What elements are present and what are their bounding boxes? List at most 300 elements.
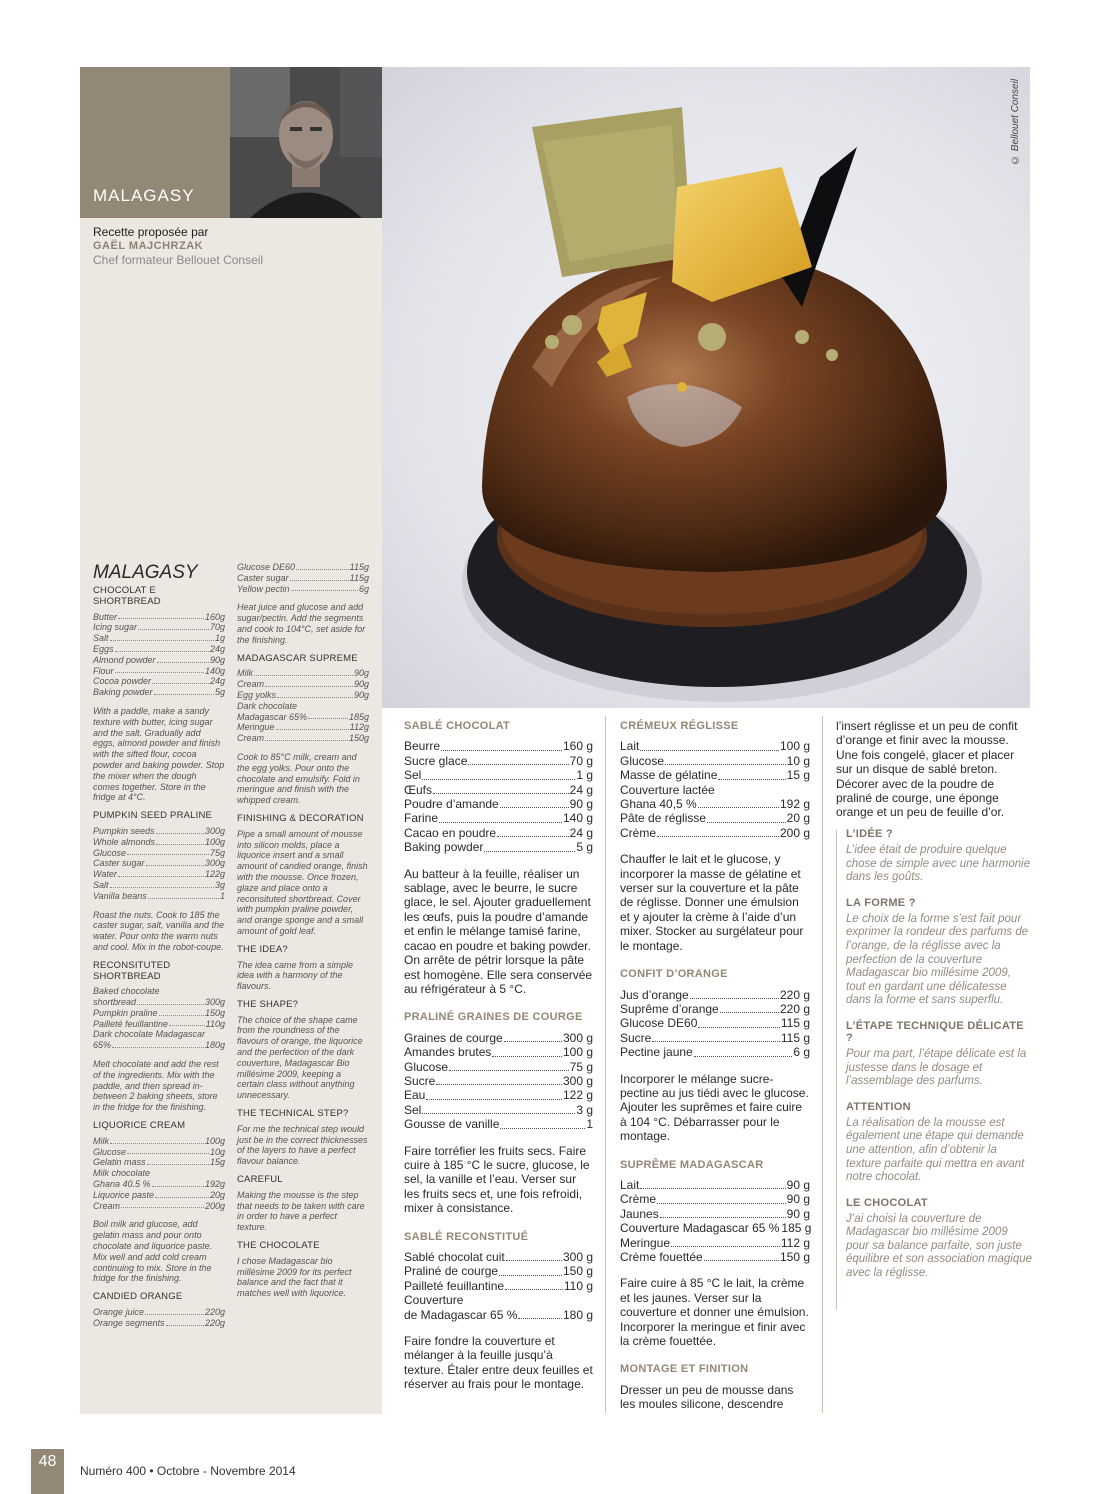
ingredient-quantity: 300g — [204, 858, 225, 869]
ingredient-row — [404, 1308, 593, 1322]
ingredient-name: Baking powder — [404, 840, 484, 855]
section-heading: RECONSITUTED SHORTBREAD — [93, 959, 171, 982]
dot-leader — [308, 712, 348, 720]
dot-leader — [665, 754, 786, 765]
ingredient-quantity: 300g — [204, 825, 225, 836]
ingredient-row — [93, 1190, 225, 1201]
dot-leader — [504, 1031, 562, 1042]
dot-leader — [704, 1250, 779, 1261]
ingredient-row — [404, 783, 593, 797]
ingredient-row — [237, 562, 369, 573]
section-heading: SUPRÊME MADAGASCAR — [620, 1158, 764, 1171]
ingredient-name: Salt — [93, 879, 109, 890]
ingredient-row — [93, 997, 225, 1008]
ingredient-line: Dark chocolate Madagascar — [93, 1029, 206, 1040]
ingredient-name: Sucre glace — [404, 753, 468, 768]
dot-leader — [127, 1147, 209, 1155]
ingredient-name: Orange juice — [93, 1307, 145, 1318]
section-heading: CAREFUL — [237, 1174, 283, 1186]
dot-leader — [296, 562, 349, 570]
ingredient-quantity: 24g — [209, 643, 225, 654]
ingredient-row — [620, 739, 810, 753]
section-heading: MONTAGE ET FINITION — [620, 1363, 749, 1376]
french-column-3 — [836, 719, 1026, 820]
ingredient-name: Baking powder — [93, 687, 153, 698]
ingredient-line: Dark chocolate — [237, 700, 298, 711]
ingredient-quantity: 300 g — [562, 1073, 593, 1088]
ingredient-name: Ghana 40,5 % — [620, 797, 697, 812]
ingredient-row — [93, 891, 225, 902]
sidebar-rule — [836, 830, 837, 1310]
section-heading: PUMPKIN SEED PRALINE — [93, 810, 213, 822]
sidebar-heading: LE CHOCOLAT — [846, 1196, 928, 1209]
ingredient-name: Crème fouettée — [620, 1250, 703, 1264]
ingredient-row — [93, 1307, 225, 1318]
ingredient-name: Icing sugar — [93, 622, 138, 633]
ingredient-row — [237, 679, 369, 690]
section-heading: THE CHOCOLATE — [237, 1240, 320, 1252]
ingredient-row — [620, 754, 810, 768]
ingredient-name: Praliné de courge — [404, 1264, 499, 1279]
dot-leader — [276, 722, 349, 730]
ingredient-quantity: 115g — [349, 572, 369, 583]
ingredient-name: Butter — [93, 611, 118, 622]
ingredient-name: Crème — [620, 1192, 657, 1207]
dot-leader — [505, 1279, 563, 1290]
dot-leader — [694, 1045, 793, 1056]
dot-leader — [152, 1179, 204, 1187]
ingredient-row — [404, 1103, 593, 1117]
instruction-text: Melt chocolate and add the rest of the ingredients. Mix with the paddle, and then spread in-between 2 baking sheets, store in the fridge for the finishing. — [93, 1059, 219, 1113]
ingredient-quantity: 100 g — [562, 1045, 593, 1060]
ingredient-quantity: 6 g — [793, 1045, 810, 1060]
ingredient-row — [620, 1236, 810, 1250]
ingredient-row — [404, 1031, 593, 1045]
dot-leader — [137, 997, 204, 1005]
section-heading: THE SHAPE? — [237, 998, 299, 1010]
dot-leader — [439, 811, 562, 822]
ingredient-name: Pailleté feuillantine — [93, 1018, 169, 1029]
ingredient-row — [620, 1250, 810, 1264]
ingredient-name: Crème — [620, 825, 657, 840]
ingredient-quantity: 90 g — [569, 797, 593, 812]
ingredient-name: Pailleté feuillantine — [404, 1278, 505, 1293]
dot-leader — [468, 754, 568, 765]
ingredient-row — [93, 1040, 225, 1051]
ingredient-quantity: 100g — [204, 1135, 225, 1146]
instruction-text: Au batteur à la feuille, réaliser un sablage, avec le beurre, le sucre glace, le sel. Ajouter graduellement les œufs, puis la poudre d’amande et enfin le mélange tamisé farine, cacao en poudre et baking powder. On arrête de pétrir lorsque la pâte est homogène. Elle sera conservée au réfrigérateur à 5 °C. — [404, 866, 593, 996]
instruction-text: Faire cuire à 85 °C le lait, la crème et les jaunes. Verser sur la couverture et donner une émulsion. Incorporer la meringue et finir avec la crème fouettée. — [620, 1276, 809, 1349]
ingredient-quantity: 140g — [204, 665, 225, 676]
ingredient-quantity: 24 g — [569, 825, 593, 840]
chef-portrait-drawing — [230, 67, 382, 218]
ingredient-row — [404, 811, 593, 825]
dot-leader — [166, 1318, 204, 1326]
dot-leader — [718, 768, 785, 779]
ingredient-quantity: 200 g — [779, 825, 810, 840]
ingredient-row — [404, 1279, 593, 1293]
ingredient-quantity: 90g — [353, 668, 369, 679]
dot-leader — [506, 1250, 562, 1261]
ingredient-quantity: 100g — [204, 836, 225, 847]
section-heading: CHOCOLAT E SHORTBREAD — [93, 585, 161, 607]
ingredient-row — [93, 633, 225, 644]
ingredient-row — [93, 1008, 225, 1019]
instruction-text: Chauffer le lait et le glucose, y incorporer la masse de gélatine et verser sur la couverture et la pâte de réglisse. Donner une émulsion et y ajouter la crème à l’aide d’un mixer. Stocker au surgélateur pour le montage. — [620, 852, 804, 953]
dot-leader — [115, 644, 209, 652]
ingredient-name: Amandes brutes — [404, 1045, 492, 1060]
ingredient-quantity: 24 g — [569, 782, 593, 797]
ingredient-row — [237, 733, 369, 744]
ingredient-row — [93, 1201, 225, 1212]
ingredient-quantity: 20 g — [786, 811, 810, 826]
ingredient-row — [404, 754, 593, 768]
ingredient-quantity: 24g — [209, 676, 225, 687]
ingredient-quantity: 1g — [214, 633, 225, 644]
ingredient-quantity: 200g — [204, 1200, 225, 1211]
sidebar-heading: LA FORME ? — [846, 896, 916, 909]
ingredient-name: Orange segments — [93, 1317, 165, 1328]
column-divider — [822, 716, 823, 1413]
dot-leader — [698, 797, 779, 808]
dot-leader — [118, 869, 204, 877]
ingredient-row — [237, 690, 369, 701]
ingredient-quantity: 15 g — [786, 768, 810, 783]
ingredient-quantity: 1 — [219, 890, 225, 901]
instruction-text: For me the technical step would just be in the correct thicknesses of the layers to have a perfect flavour balance. — [237, 1123, 368, 1167]
dessert-illustration — [382, 67, 1030, 708]
dot-leader — [436, 1074, 562, 1085]
section-heading: THE IDEA? — [237, 943, 288, 955]
dot-leader — [156, 826, 204, 834]
dot-leader — [152, 676, 209, 684]
ingredient-row — [93, 612, 225, 623]
dot-leader — [652, 1031, 780, 1042]
dot-leader — [441, 739, 562, 750]
dot-leader — [145, 1307, 204, 1315]
dot-leader — [157, 655, 209, 663]
ingredient-name: Madagascar 65% — [237, 711, 308, 722]
ingredient-row — [237, 668, 369, 679]
ingredient-name: Jaunes — [620, 1206, 659, 1221]
ingredient-row — [237, 712, 369, 723]
ingredient-name: Whole almonds — [93, 836, 156, 847]
dot-leader — [657, 1192, 786, 1203]
title-box — [80, 67, 230, 218]
dot-leader — [500, 1117, 585, 1128]
box-title: MALAGASY — [93, 186, 195, 205]
ingredient-name: de Madagascar 65 % — [404, 1307, 518, 1322]
ingredient-row — [620, 797, 810, 811]
ingredient-name: 65% — [93, 1040, 112, 1051]
ingredient-quantity: 180 g — [562, 1307, 593, 1322]
ingredient-quantity: 150g — [204, 1007, 225, 1018]
ingredient-line: Couverture — [404, 1293, 464, 1308]
page-number: 48 — [31, 1449, 64, 1494]
dot-leader — [720, 1002, 779, 1013]
ingredient-quantity: 220 g — [779, 1001, 810, 1016]
ingredient-name: Pumpkin praline — [93, 1007, 158, 1018]
dot-leader — [707, 811, 786, 822]
instruction-text: Heat juice and glucose and add sugar/pectin. Add the segments and cook to 104°C, set aside for the finishing. — [237, 602, 366, 645]
ingredient-name: Lait — [620, 739, 640, 754]
ingredient-name: Œufs — [404, 782, 433, 797]
dot-leader — [127, 848, 209, 856]
ingredient-quantity: 112 g — [780, 1235, 810, 1250]
ingredient-row — [620, 1207, 810, 1221]
section-heading: PRALINÉ GRAINES DE COURGE — [404, 1011, 583, 1024]
column-divider — [605, 716, 606, 1413]
instruction-text: The choice of the shape came from the roundness of the flavours of orange, the liquorice and the perfection of the dark couverture, Madagascar Bio millésime 2009, keeping a certain class without anything unnecessary. — [237, 1014, 363, 1101]
ingredient-name: Vanilla beans — [93, 890, 147, 901]
ingredient-quantity: 220g — [204, 1317, 225, 1328]
dot-leader — [660, 1207, 786, 1218]
ingredient-name: Glucose — [620, 753, 665, 768]
ingredient-row — [93, 622, 225, 633]
ingredient-row — [404, 797, 593, 811]
dot-leader — [484, 840, 575, 851]
ingredient-name: Sucre — [404, 1073, 436, 1088]
ingredient-row — [404, 1117, 593, 1131]
ingredient-name: Milk — [93, 1135, 109, 1146]
dot-leader — [698, 1016, 779, 1027]
dot-leader — [492, 1045, 562, 1056]
section-heading: MADAGASCAR SUPREME — [237, 652, 358, 664]
ingredient-quantity: 90g — [209, 654, 225, 665]
ingredient-name: Glucose — [93, 1146, 127, 1157]
chef-name: GAËL MAJCHRZAK — [93, 240, 204, 252]
ingredient-name: Milk — [237, 668, 253, 679]
dot-leader — [290, 573, 349, 581]
photo-credit: © Bellouet Conseil — [1010, 78, 1021, 165]
dot-leader — [154, 687, 214, 695]
ingredient-row — [404, 1060, 593, 1074]
ingredient-name: Masse de gélatine — [620, 768, 718, 783]
section-heading: SABLÉ CHOCOLAT — [404, 720, 511, 732]
ingredient-line: Baked chocolate — [93, 986, 160, 997]
ingredient-name: Pâte de réglisse — [620, 811, 707, 826]
ingredient-row — [620, 1178, 810, 1192]
ingredient-name: Almond powder — [93, 654, 156, 665]
sidebar-text: Pour ma part, l’étape délicate est la justesse dans le dosage et l’assemblage des parfums. — [846, 1047, 1027, 1088]
instruction-text: Roast the nuts. Cook to 185 the caster sugar, salt, vanilla and the water. Pour onto the warm nuts and cool. Mix in the robot-coupe. — [93, 909, 225, 952]
instruction-text: Dresser un peu de mousse dans les moules silicone, descendre — [620, 1382, 794, 1412]
ingredient-row — [93, 655, 225, 666]
ingredient-name: Eau — [404, 1088, 426, 1103]
section-heading: FINISHING & DECORATION — [237, 812, 364, 824]
ingredient-row — [93, 666, 225, 677]
ingredient-name: Egg yolks — [237, 689, 277, 700]
ingredient-name: Cream — [237, 679, 265, 690]
ingredient-name: Farine — [404, 811, 439, 826]
ingredient-quantity: 10g — [209, 1146, 225, 1157]
french-column-2 — [620, 719, 810, 1412]
ingredient-quantity: 122g — [204, 869, 225, 880]
dot-leader — [115, 666, 204, 674]
ingredient-quantity: 20g — [209, 1189, 225, 1200]
english-column-1 — [93, 586, 225, 1329]
dot-leader — [422, 768, 575, 779]
ingredient-quantity: 150g — [348, 733, 369, 744]
ingredient-quantity: 110g — [205, 1018, 225, 1029]
dot-leader — [254, 668, 353, 676]
dot-leader — [110, 1136, 204, 1144]
ingredient-name: Suprême d’orange — [620, 1001, 719, 1016]
ingredient-line: Couverture lactée — [620, 782, 715, 797]
ingredient-row — [620, 1031, 810, 1045]
section-heading: SABLÉ RECONSTITUÉ — [404, 1230, 529, 1243]
dot-leader — [449, 1060, 569, 1071]
dot-leader — [121, 1201, 204, 1209]
ingredient-row — [620, 1002, 810, 1016]
section-heading: CRÉMEUX RÉGLISSE — [620, 720, 739, 732]
ingredient-name: Sucre — [620, 1030, 652, 1045]
ingredient-quantity: 122 g — [562, 1088, 593, 1103]
ingredient-row — [404, 1074, 593, 1088]
ingredient-quantity: 3g — [214, 879, 225, 890]
ingredient-quantity: 112g — [349, 722, 369, 733]
dot-leader — [518, 1308, 562, 1319]
ingredient-quantity: 185 g — [781, 1221, 812, 1236]
instruction-text: Incorporer le mélange sucre-pectine au jus tiédi avec le glucose. Ajouter les suprêmes et faire cuire à 104 °C. Débarrasser pour le montage. — [620, 1071, 809, 1144]
dot-leader — [640, 1178, 785, 1189]
ingredient-name: Glucose — [404, 1059, 449, 1074]
ingredient-name: Jus d’orange — [620, 987, 689, 1002]
ingredient-quantity: 90g — [353, 689, 369, 700]
ingredient-name: Graines de courge — [404, 1030, 503, 1045]
ingredient-quantity: 6g — [358, 583, 369, 594]
ingredient-quantity: 300 g — [562, 1030, 593, 1045]
ingredient-line: Milk chocolate — [93, 1168, 151, 1179]
dot-leader — [422, 1103, 575, 1114]
ingredient-row — [237, 573, 369, 584]
ingredient-quantity: 300 g — [562, 1250, 593, 1264]
ingredient-name: Cocoa powder — [93, 676, 152, 687]
ingredient-name: Pumpkin seeds — [93, 825, 155, 836]
ingredient-row — [93, 848, 225, 859]
ingredient-row — [93, 837, 225, 848]
ingredient-name: Ghana 40.5 % — [93, 1179, 151, 1190]
ingredient-name: Flour — [93, 665, 114, 676]
ingredient-quantity: 15g — [209, 1157, 225, 1168]
ingredient-name: Caster sugar — [93, 858, 145, 869]
sidebar-text: J’ai choisi la couverture de Madagascar bio millésime 2009 pour sa balance parfaite, son juste équilibre et son association magique avec la réglisse. — [846, 1212, 1033, 1280]
dot-leader — [277, 690, 353, 698]
dot-leader — [426, 1088, 562, 1099]
ingredient-quantity: 90 g — [786, 1206, 810, 1221]
section-heading: CANDIED ORANGE — [93, 1291, 183, 1303]
instruction-text: With a paddle, make a sandy texture with butter, icing sugar and the salt. Gradually add eggs, almond powder and finish with the sifted flour, cocoa powder and baking powder. Stop the mixer when the dough comes together. Store in the fridge at 4°C. — [93, 705, 225, 803]
ingredient-row — [404, 1045, 593, 1059]
ingredient-name: Eggs — [93, 643, 114, 654]
ingredient-quantity: 70g — [209, 622, 225, 633]
ingredient-quantity: 150 g — [779, 1250, 810, 1264]
ingredient-row — [404, 768, 593, 782]
ingredient-name: Gelatin mass — [93, 1157, 146, 1168]
instruction-text: I chose Madagascar bio millésime 2009 for its perfect balance and the fact that it matches well with liquorice. — [237, 1255, 352, 1299]
ingredient-row — [237, 722, 369, 733]
ingredient-row — [93, 1318, 225, 1329]
ingredient-quantity: 75g — [209, 847, 225, 858]
sidebar-heading: ATTENTION — [846, 1100, 911, 1113]
ingredient-row — [93, 880, 225, 891]
sidebar-text: L’idee était de produire quelque chose de simple avec une harmonie dans les goûts. — [846, 844, 1031, 884]
dot-leader — [657, 826, 779, 837]
ingredient-quantity: 115g — [349, 562, 369, 572]
ingredient-quantity: 180g — [204, 1040, 225, 1051]
dot-leader — [500, 797, 569, 808]
ingredient-row — [404, 739, 593, 753]
ingredient-name: Meringue — [237, 722, 275, 733]
french-column-3-text: l’insert réglisse et un peu de confit d’orange et finir avec la mousse. Une fois congelé, glacer et placer sur un disque de sablé breton. Décorer avec de la poudre de praliné de courge, une éponge orange et un peu de feuille d’or. — [836, 719, 1018, 820]
ingredient-row — [620, 826, 810, 840]
ingredient-quantity: 115 g — [780, 1030, 810, 1045]
ingredient-name: Couverture Madagascar 65 % — [620, 1221, 780, 1236]
ingredient-row — [404, 1088, 593, 1102]
ingredient-name: shortbread — [93, 997, 137, 1008]
dessert-photo — [382, 67, 1030, 708]
ingredient-quantity: 110 g — [563, 1278, 593, 1293]
instruction-text: Making the mousse is the step that needs to be taken with care in order to have a perfect texture. — [237, 1189, 365, 1233]
ingredient-row — [620, 1192, 810, 1206]
ingredient-quantity: 1 g — [576, 768, 593, 783]
section-heading: LIQUORICE CREAM — [93, 1120, 186, 1132]
instruction-text: Faire torréfier les fruits secs. Faire cuire à 185 °C le sucre, glucose, le sel, la vanille et l’eau. Verser sur les fruits secs et, une fois refroidi, mixer à consistance. — [404, 1143, 590, 1216]
dot-leader — [148, 891, 219, 899]
ingredient-quantity: 10 g — [786, 753, 810, 768]
instruction-text: Cook to 85°C milk, cream and the egg yolks. Pour onto the chocolate and emulsify. Fold in meringue and finish with the whipped cream. — [237, 751, 360, 806]
ingredient-name: Meringue — [620, 1235, 671, 1250]
chef-portrait — [230, 67, 382, 218]
dot-leader — [146, 858, 204, 866]
ingredient-quantity: 5 g — [576, 840, 593, 855]
sidebar-heading: L’ÉTAPE TECHNIQUE DÉLICATE ? — [846, 1019, 1024, 1044]
ingredient-name: Beurre — [404, 739, 441, 754]
ingredient-quantity: 90g — [353, 679, 369, 690]
ingredient-name: Cream — [93, 1200, 121, 1211]
ingredient-row — [93, 676, 225, 687]
dot-leader — [671, 1236, 780, 1247]
dot-leader — [169, 1019, 205, 1027]
ingredient-name: Sablé chocolat cuit — [404, 1250, 505, 1264]
ingredient-row — [620, 988, 810, 1002]
ingredient-name: Sel — [404, 768, 422, 783]
byline — [93, 225, 373, 267]
ingredient-row — [620, 1045, 810, 1059]
dot-leader — [138, 622, 209, 630]
issue-info: Numéro 400 • Octobre - Novembre 2014 — [80, 1464, 296, 1478]
instruction-text: Boil milk and glucose, add gelatin mass and pour onto chocolate and liquorice paste. Mix well and add cold cream continuing to mix. Store in the fridge for the finishing. — [93, 1219, 213, 1284]
ingredient-quantity: 300g — [204, 997, 225, 1008]
ingredient-name: Glucose DE60 — [620, 1016, 698, 1031]
ingredient-row — [93, 1179, 225, 1190]
dot-leader — [499, 1264, 562, 1275]
ingredient-row — [93, 687, 225, 698]
ingredient-name: Poudre d’amande — [404, 797, 499, 812]
ingredient-name: Salt — [93, 633, 109, 644]
ingredient-row — [620, 1016, 810, 1030]
ingredient-quantity: 75 g — [569, 1059, 593, 1074]
ingredient-quantity: 90 g — [786, 1192, 810, 1207]
ingredient-quantity: 90 g — [786, 1177, 810, 1192]
ingredient-quantity: 70 g — [569, 753, 593, 768]
ingredient-quantity: 220g — [204, 1307, 225, 1318]
english-recipe-title: MALAGASY — [93, 562, 198, 583]
ingredient-quantity: 140 g — [562, 811, 593, 826]
dot-leader — [690, 988, 779, 999]
ingredient-row — [620, 1221, 810, 1235]
instruction-text: Faire fondre la couverture et mélanger à la feuille jusqu’à texture. Étaler entre deux feuilles et réserver au frais pour le montage. — [404, 1334, 593, 1392]
